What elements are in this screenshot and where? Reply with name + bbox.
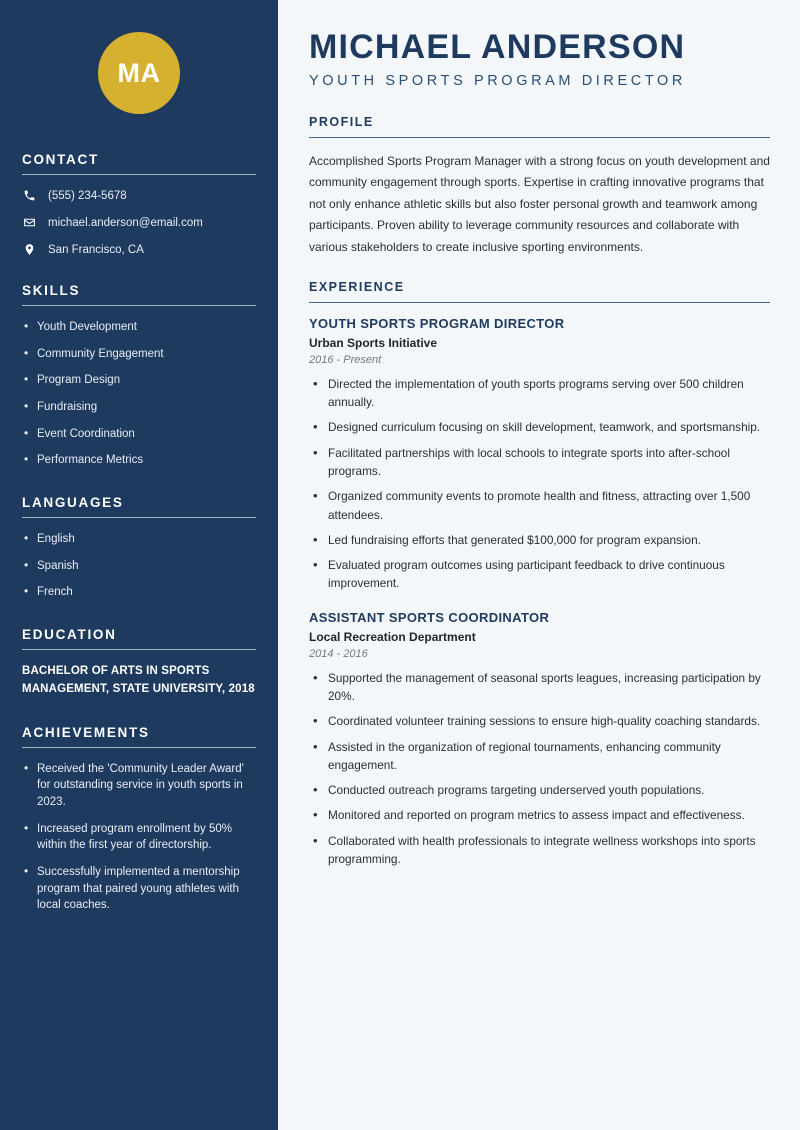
list-item: • Organized community events to promote health and fitness, attracting over 1,500 attendees. <box>309 487 770 524</box>
job-dates: 2014 - 2016 <box>309 647 368 660</box>
contact-item-phone[interactable] <box>22 188 256 203</box>
list-item: • Designed curriculum focusing on skill development, teamwork, and sportsmanship. <box>309 418 770 436</box>
avatar-container <box>22 0 256 152</box>
list-item: • Facilitated partnerships with local schools to integrate sports into after-school programs. <box>309 444 770 481</box>
list-item: • Evaluated program outcomes using participant feedback to drive continuous improvement. <box>309 556 770 593</box>
contact-section-title: CONTACT <box>22 152 99 167</box>
experience-divider <box>309 302 770 303</box>
education-divider <box>22 649 256 650</box>
phone-icon <box>22 188 37 203</box>
achievements-list <box>22 761 256 914</box>
list-item: • Led fundraising efforts that generated $100,000 for program expansion. <box>309 531 770 549</box>
experience-section <box>309 280 770 868</box>
list-item: • Community Engagement <box>22 346 256 363</box>
list-item: • English <box>22 531 256 548</box>
list-item: • Increased program enrollment by 50% within the first year of directorship. <box>22 821 256 854</box>
list-item: • Youth Development <box>22 319 256 336</box>
list-item: • French <box>22 584 256 601</box>
list-item: • Program Design <box>22 372 256 389</box>
achievements-section <box>22 725 256 914</box>
job-title: YOUTH SPORTS PROGRAM DIRECTOR <box>309 315 565 331</box>
avatar: MA <box>98 32 180 114</box>
page-title: MICHAEL ANDERSON <box>309 28 686 66</box>
skills-list <box>22 319 256 469</box>
education-section-title: EDUCATION <box>22 627 117 643</box>
list-item: • Successfully implemented a mentorship program that paired young athletes with local coaches. <box>22 864 256 914</box>
list-item: • Directed the implementation of youth sports programs serving over 500 children annually. <box>309 375 770 412</box>
languages-section-title: LANGUAGES <box>22 495 124 511</box>
job-dates: 2016 - Present <box>309 353 382 366</box>
job-bullet-list <box>309 375 770 593</box>
list-item: • Coordinated volunteer training sessions to ensure high-quality coaching standards. <box>309 712 770 730</box>
list-item: • Assisted in the organization of regional tournaments, enhancing community engagement. <box>309 738 770 775</box>
achievements-divider <box>22 747 256 748</box>
headline-subtitle: YOUTH SPORTS PROGRAM DIRECTOR <box>309 73 686 90</box>
list-item: • Fundraising <box>22 399 256 416</box>
profile-divider <box>309 137 770 138</box>
languages-section <box>22 495 256 601</box>
list-item: • Performance Metrics <box>22 452 256 469</box>
envelope-icon <box>22 215 37 230</box>
job-company: Urban Sports Initiative <box>309 335 438 350</box>
list-item: • Supported the management of seasonal sports leagues, increasing participation by 20%. <box>309 669 770 706</box>
list-item: • Conducted outreach programs targeting underserved youth populations. <box>309 781 770 799</box>
contact-item-email[interactable] <box>22 215 256 230</box>
contact-email-value: michael.anderson@email.com <box>48 216 203 229</box>
sidebar <box>0 0 278 1130</box>
languages-list <box>22 531 256 601</box>
profile-section-title: PROFILE <box>309 115 374 130</box>
experience-entry <box>309 316 770 593</box>
skills-section-title: SKILLS <box>22 283 81 298</box>
contact-location-value: San Francisco, CA <box>48 243 144 256</box>
skills-section <box>22 283 256 469</box>
experience-entry <box>309 610 770 869</box>
profile-text: Accomplished Sports Program Manager with a strong focus on youth development and community engagement through sports. Expertise in crafting innovative programs that not only enhance athletic skills but also foster personal growth and teamwork among participants. Proven ability to leverage community resources and collaborate with various stakeholders to create inclusive sporting environments. <box>309 154 770 254</box>
contact-divider <box>22 174 256 175</box>
contact-phone-value: (555) 234-5678 <box>48 189 127 202</box>
job-bullet-list <box>309 669 770 869</box>
languages-divider <box>22 517 256 518</box>
achievements-section-title: ACHIEVEMENTS <box>22 724 150 740</box>
education-section <box>22 627 256 699</box>
job-company: Local Recreation Department <box>309 629 476 644</box>
profile-section <box>309 115 770 258</box>
experience-section-title: EXPERIENCE <box>309 279 405 294</box>
list-item: • Event Coordination <box>22 426 256 443</box>
location-pin-icon <box>22 242 37 257</box>
list-item: • Collaborated with health professionals to integrate wellness workshops into sports programming. <box>309 832 770 869</box>
contact-item-location[interactable] <box>22 242 256 257</box>
skills-divider <box>22 305 256 306</box>
list-item: • Received the 'Community Leader Award' for outstanding service in youth sports in 2023. <box>22 761 256 811</box>
main-content <box>278 0 800 1130</box>
job-title: ASSISTANT SPORTS COORDINATOR <box>309 609 550 625</box>
list-item: • Monitored and reported on program metrics to assess impact and effectiveness. <box>309 806 770 824</box>
education-entry: BACHELOR OF ARTS IN SPORTS MANAGEMENT, STATE UNIVERSITY, 2018 <box>22 665 255 695</box>
contact-section <box>22 152 256 257</box>
list-item: • Spanish <box>22 558 256 575</box>
